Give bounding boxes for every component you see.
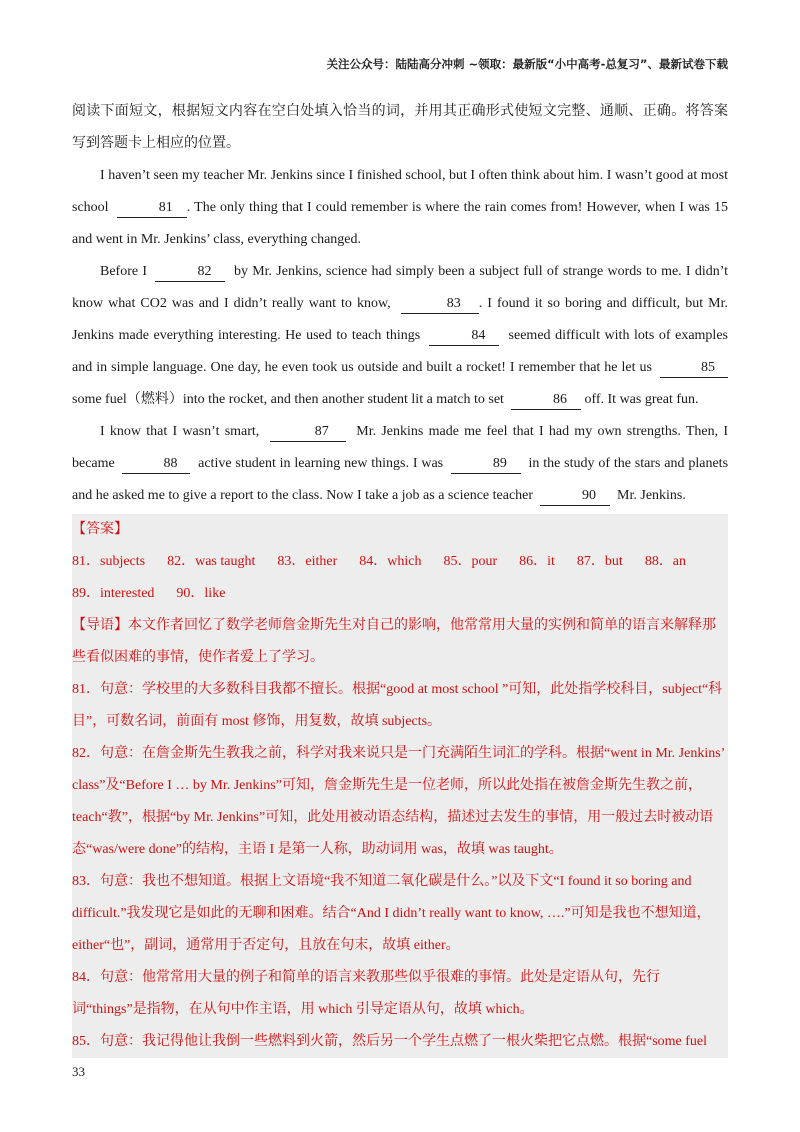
document-body xyxy=(72,96,728,1058)
passage-text: I know that I wasn’t smart, xyxy=(100,424,260,439)
answer-item: 85．pour xyxy=(443,554,498,569)
blank-87: 87 xyxy=(270,423,346,442)
blank-90: 90 xyxy=(540,487,610,506)
answer-list xyxy=(72,546,728,610)
blank-82: 82 xyxy=(155,263,225,282)
answer-item: 88．an xyxy=(644,554,687,569)
instruction-text: 阅读下面短文，根据短文内容在空白处填入恰当的词，并用其正确形式使短文完整、通顺、正确。将答案写到答题卡上相应的位置。 xyxy=(72,104,728,151)
answer-item: 84．which xyxy=(359,554,422,569)
answer-item: 87．but xyxy=(576,554,623,569)
passage-text: Before I xyxy=(100,264,147,279)
explanation-82: 82．句意：在詹金斯先生教我之前，科学对我来说只是一门充满陌生词汇的学科。根据“went in Mr. Jenkins’ class”及“Before I … by Mr. Jenkins”可知，詹金斯先生是一位老师，所以此处指在被詹金斯先生教之前，teach“教”，根据“by Mr. Jenkins”可知，此处用被动语态结构，描述过去发生的事情，用一般过去时被动语态“was/were done”的结构，主语 I 是第一人称，助动词用 was，故填 was taught。 xyxy=(72,746,725,857)
explanation-83: 83．句意：我也不想知道。根据上文语境“我不知道二氧化碳是什么。”以及下文“I found it so boring and difficult.”我发现它是如此的无聊和困难。结合“And I didn’t really want to know, ….”可知是我也不想知道，either“也”，副词，通常用于否定句，且放在句末，故填 either。 xyxy=(72,874,711,953)
answer-item: 86．it xyxy=(519,554,555,569)
passage-text: . I found it so boring and difficult, but Mr. Jenkins made everything interesting. He used to teach things xyxy=(72,296,728,343)
passage-paragraph-1 xyxy=(72,160,728,256)
answer-item: 82．was taught xyxy=(167,554,256,569)
answer-item: 89．interested xyxy=(72,586,155,601)
blank-85: 85 xyxy=(660,359,728,378)
blank-88: 88 xyxy=(122,455,190,474)
page-header: 关注公众号：陆陆高分冲刺 ~领取：最新版“小中高考-总复习”、最新试卷下载 xyxy=(326,57,728,71)
blank-83: 83 xyxy=(401,295,479,314)
passage-text: off. It was great fun. xyxy=(584,392,699,407)
passage-text: Mr. Jenkins made me feel that I had my own strengths. Then, I became xyxy=(72,424,728,471)
passage-text: in the study of the stars and planets and he asked me to give a report to the class. Now I take a job as a science teacher xyxy=(72,456,729,503)
blank-81: 81 xyxy=(117,199,187,218)
answer-label: 【答案】 xyxy=(72,522,128,537)
explanation-85: 85．句意：我记得他让我倒一些燃料到火箭，然后另一个学生点燃了一根火柴把它点燃。根据“some fuel xyxy=(72,1034,708,1049)
blank-89: 89 xyxy=(451,455,521,474)
blank-84: 84 xyxy=(429,327,499,346)
passage-paragraph-2 xyxy=(72,256,728,416)
passage-text: I haven’t seen my teacher Mr. Jenkins since I finished school, but I often think about him. I wasn’t good at most school xyxy=(72,168,728,215)
passage-text: Mr. Jenkins. xyxy=(617,488,686,503)
answer-item: 83．either xyxy=(277,554,338,569)
page-number: 33 xyxy=(72,1064,85,1079)
passage-text: by Mr. Jenkins, science had simply been a subject full of strange words to me. I didn’t know what CO2 was and I didn’t really want to know, xyxy=(72,264,729,311)
answer-item: 81．subjects xyxy=(72,554,146,569)
explanation-81: 81．句意：学校里的大多数科目我都不擅长。根据“good at most school ”可知，此处指学校科目，subject“科目”，可数名词，前面有 most 修饰，用复数，故填 subjects。 xyxy=(72,682,723,729)
passage-text: some fuel（燃料）into the rocket, and then another student lit a match to set xyxy=(72,392,504,407)
blank-86: 86 xyxy=(511,391,581,410)
guide-text: 【导语】本文作者回忆了数学老师詹金斯先生对自己的影响，他常常用大量的实例和简单的语言来解释那些看似困难的事情，使作者爱上了学习。 xyxy=(72,618,716,665)
answer-item: 90．like xyxy=(176,586,226,601)
explanation-84: 84．句意：他常常用大量的例子和简单的语言来教那些似乎很难的事情。此处是定语从句，先行词“things”是指物，在从句中作主语，用 which 引导定语从句，故填 which。 xyxy=(72,970,660,1017)
passage-text: seemed difficult with lots of examples and in simple language. One day, he even took us outside and built a rocket! I remember that he let us xyxy=(72,328,728,375)
answer-section xyxy=(72,514,728,1058)
passage-text: . The only thing that I could remember is where the rain comes from! However, when I was 15 and went in Mr. Jenkins’ class, everything changed. xyxy=(72,200,728,247)
passage-text: active student in learning new things. I was xyxy=(198,456,444,471)
passage-paragraph-3 xyxy=(72,416,728,512)
